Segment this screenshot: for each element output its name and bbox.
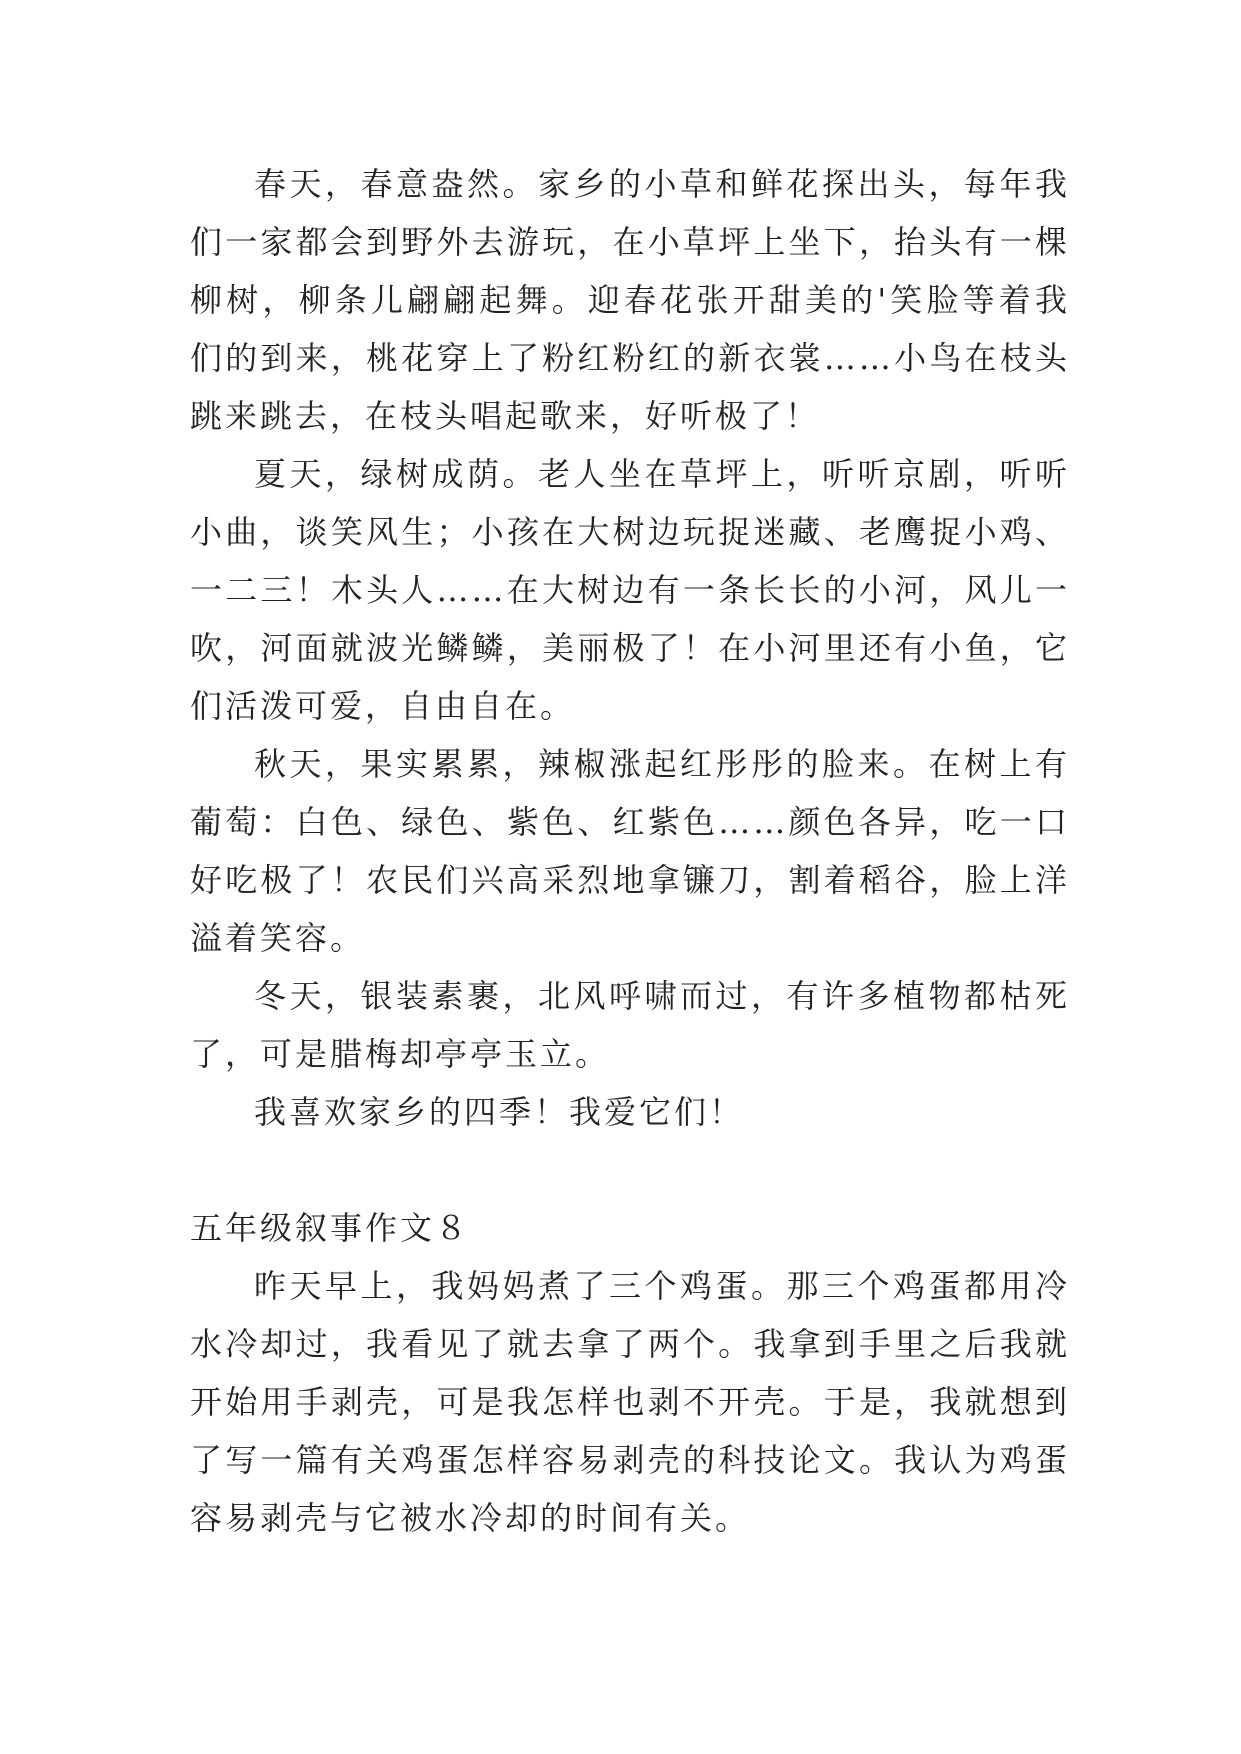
section-title: 五年级叙事作文８ <box>190 1209 471 1247</box>
paragraph-summer: 夏天，绿树成荫。老人坐在草坪上，听听京剧，听听小曲，谈笑风生；小孩在大树边玩捉迷藏、老鹰捉小鸡、一二三！木头人……在大树边有一条长长的小河，风儿一吹，河面就波光鳞鳞，美丽极了！在小河里还有小鱼，它们活泼可爱，自由自在。 <box>190 455 1070 725</box>
paragraph-autumn: 秋天，果实累累，辣椒涨起红彤彤的脸来。在树上有葡萄：白色、绿色、紫色、红紫色……颜色各异，吃一口好吃极了！农民们兴高采烈地拿镰刀，割着稻谷，脸上洋溢着笑容。 <box>190 745 1070 957</box>
document-body <box>190 155 1070 1547</box>
paragraph-eggs: 昨天早上，我妈妈煮了三个鸡蛋。那三个鸡蛋都用冷水冷却过，我看见了就去拿了两个。我拿到手里之后我就开始用手剥壳，可是我怎样也剥不开壳。于是，我就想到了写一篇有关鸡蛋怎样容易剥壳的科技论文。我认为鸡蛋容易剥壳与它被水冷却的时间有关。 <box>190 1267 1070 1537</box>
paragraph-winter: 冬天，银装素裹，北风呼啸而过，有许多植物都枯死了，可是腊梅却亭亭玉立。 <box>190 977 1070 1073</box>
paragraph-conclusion: 我喜欢家乡的四季！我爱它们！ <box>254 1093 745 1131</box>
paragraph-spring: 春天，春意盎然。家乡的小草和鲜花探出头，每年我们一家都会到野外去游玩，在小草坪上坐下，抬头有一棵柳树，柳条儿翩翩起舞。迎春花张开甜美的'笑脸等着我们的到来，桃花穿上了粉红粉红的新衣裳……小鸟在枝头跳来跳去，在枝头唱起歌来，好听极了！ <box>190 165 1070 435</box>
